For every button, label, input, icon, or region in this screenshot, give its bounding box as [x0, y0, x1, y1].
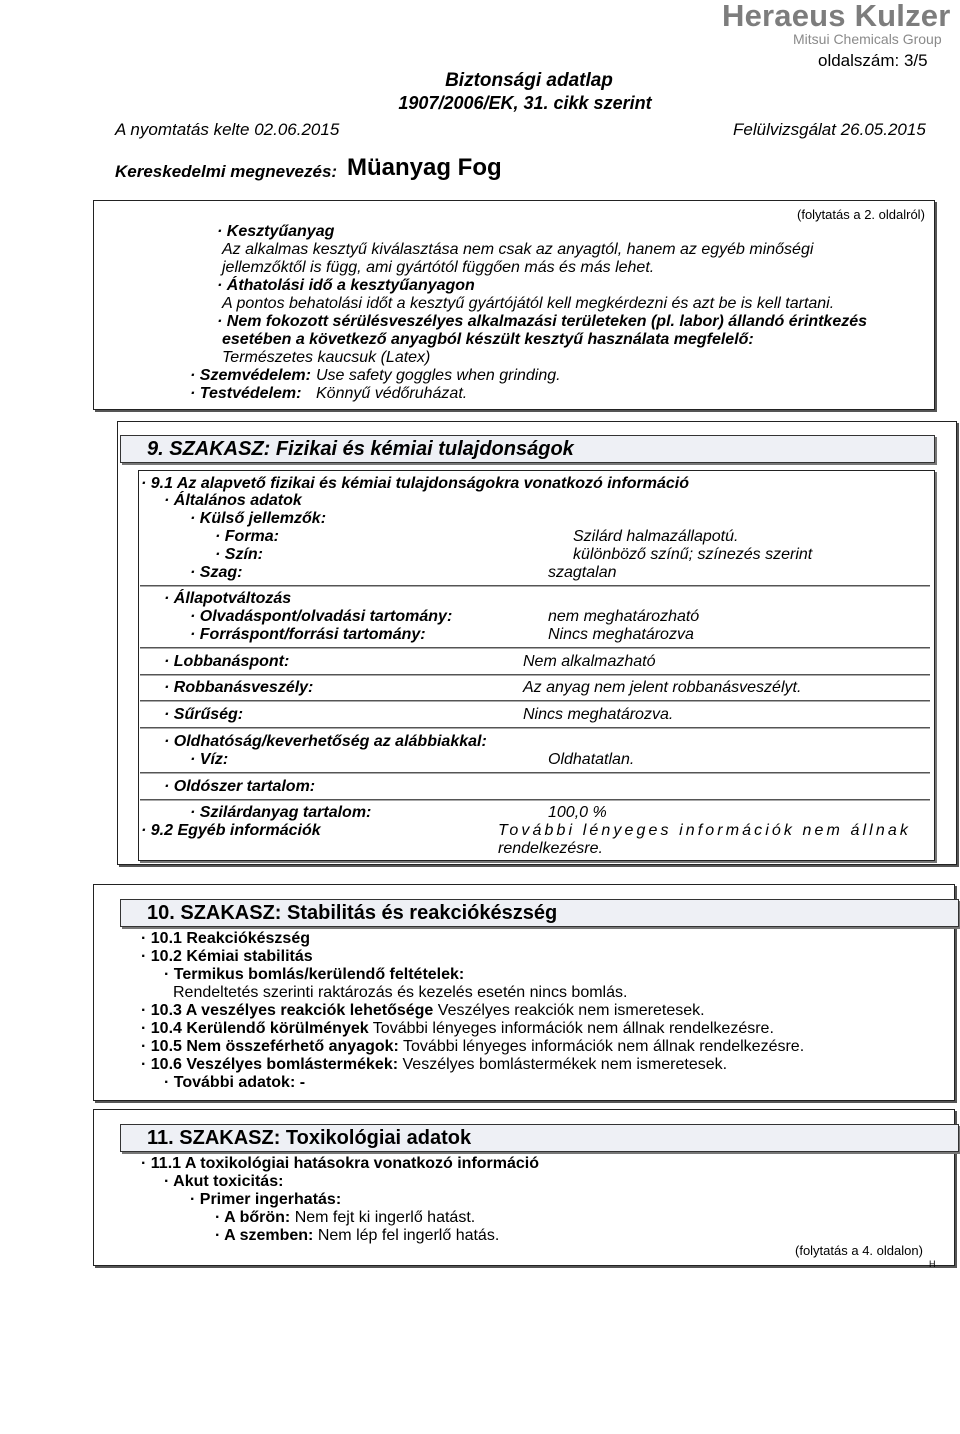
section-10-5-value: További lényeges információk nem állnak rendelkezésre.	[403, 1038, 805, 1055]
trade-name-label: Kereskedelmi megnevezés:	[115, 162, 338, 181]
boiling-point-label: · Forráspont/forrási tartomány:	[190, 626, 426, 643]
water-label: · Víz:	[190, 751, 229, 768]
section-11-title: 11. SZAKASZ: Toxikológiai adatok	[120, 1124, 959, 1152]
flash-point-value: Nem alkalmazható	[523, 653, 656, 670]
solubility-label: · Oldhatóság/keverhetőség az alábbiakkal:	[164, 733, 487, 750]
thermal-decomposition-label: · Termikus bomlás/kerülendő feltételek:	[164, 966, 465, 983]
footer-mark: H	[929, 1259, 936, 1269]
eye-label: · A szemben:	[215, 1227, 314, 1244]
form-label: · Forma:	[215, 528, 279, 545]
density-value: Nincs meghatározva.	[523, 706, 674, 723]
continued-to: (folytatás a 4. oldalon)	[795, 1243, 923, 1258]
document-regulation: 1907/2006/EK, 31. cikk szerint	[398, 93, 652, 113]
row-divider	[140, 674, 930, 675]
melting-point-value: nem meghatározható	[548, 608, 700, 625]
appearance-label: · Külső jellemzők:	[190, 510, 327, 527]
revision-date: Felülvizsgálat 26.05.2015	[733, 120, 926, 139]
penetration-time-text: A pontos behatolási időt a kesztyű gyártójától kell megkérdezni és azt be is kell tartani.	[222, 295, 835, 312]
solids-content-label: · Szilárdanyag tartalom:	[190, 804, 372, 821]
general-data-label: · Általános adatok	[164, 492, 302, 509]
row-divider	[140, 727, 930, 728]
section-10-6-value: Veszélyes bomlástermékek nem ismeretesek.	[402, 1056, 728, 1073]
section-9-1-heading: · 9.1 Az alapvető fizikai és kémiai tulajdonságokra vonatkozó információ	[141, 475, 690, 492]
section-10-3-label: · 10.3 A veszélyes reakciók lehetősége	[141, 1002, 434, 1019]
section-10-1-label: · 10.1 Reakciókészség	[141, 930, 310, 947]
low-risk-gloves-text: · Nem fokozott sérülésveszélyes alkalmazási területeken (pl. labor) állandó érintkezés	[217, 313, 868, 330]
odor-value: szagtalan	[548, 564, 617, 581]
flash-point-label: · Lobbanáspont:	[164, 653, 290, 670]
form-value: Szilárd halmazállapotú.	[573, 528, 739, 545]
additional-data-label: · További adatok: -	[164, 1074, 306, 1091]
color-value: különböző színű; színezés szerint	[573, 546, 813, 563]
page-number: oldalszám: 3/5	[818, 51, 928, 70]
row-divider	[140, 772, 930, 773]
section-10-6-label: · 10.6 Veszélyes bomlástermékek:	[141, 1056, 399, 1073]
skin-label: · A bőrön:	[215, 1209, 291, 1226]
glove-material-label: · Kesztyűanyag	[217, 223, 335, 240]
low-risk-gloves-value: Természetes kaucsuk (Latex)	[222, 349, 431, 366]
skin-value: Nem fejt ki ingerlő hatást.	[294, 1209, 476, 1226]
primary-irritation-label: · Primer ingerhatás:	[190, 1191, 342, 1208]
density-label: · Sűrűség:	[164, 706, 244, 723]
row-divider	[140, 647, 930, 648]
melting-point-label: · Olvadáspont/olvadási tartomány:	[190, 608, 453, 625]
row-divider	[140, 799, 930, 800]
eye-protection-value: Use safety goggles when grinding.	[316, 367, 561, 384]
thermal-decomposition-value: Rendeltetés szerinti raktározás és kezelés esetén nincs bomlás.	[173, 984, 628, 1001]
section-10-title: 10. SZAKASZ: Stabilitás és reakciókészség	[120, 899, 959, 927]
section-9-2-value: rendelkezésre.	[498, 840, 603, 857]
acute-toxicity-label: · Akut toxicitás:	[164, 1173, 284, 1190]
section-10-2-label: · 10.2 Kémiai stabilitás	[141, 948, 313, 965]
section-10-4-value: További lényeges információk nem állnak rendelkezésre.	[372, 1020, 774, 1037]
company-logo: Heraeus Kulzer	[722, 0, 951, 33]
row-divider	[140, 585, 930, 586]
color-label: · Szín:	[215, 546, 263, 563]
continued-from: (folytatás a 2. oldalról)	[797, 207, 925, 222]
boiling-point-value: Nincs meghatározva	[548, 626, 694, 643]
trade-name-value: Müanyag Fog	[347, 154, 502, 181]
glove-material-text: jellemzőktől is függ, ami gyártótól függően más és más lehet.	[222, 259, 655, 276]
eye-protection-label: · Szemvédelem:	[190, 367, 311, 384]
explosion-hazard-label: · Robbanásveszély:	[164, 679, 314, 696]
body-protection-value: Könnyű védőruházat.	[316, 385, 468, 402]
explosion-hazard-value: Az anyag nem jelent robbanásveszélyt.	[523, 679, 802, 696]
body-protection-label: · Testvédelem:	[190, 385, 302, 402]
state-change-label: · Állapotváltozás	[164, 590, 292, 607]
glove-material-text: Az alkalmas kesztyű kiválasztása nem csak az anyagtól, hanem az egyéb minőségi	[222, 241, 814, 258]
document-title: Biztonsági adatlap	[445, 70, 613, 91]
section-10-3-value: Veszélyes reakciók nem ismeretesek.	[437, 1002, 705, 1019]
company-logo-subtitle: Mitsui Chemicals Group	[793, 31, 942, 47]
section-9-2-value: További lényeges információk nem állnak	[498, 822, 911, 839]
eye-value: Nem lép fel ingerlő hatás.	[317, 1227, 500, 1244]
section-11-1-label: · 11.1 A toxikológiai hatásokra vonatkozó információ	[141, 1155, 540, 1172]
print-date: A nyomtatás kelte 02.06.2015	[115, 120, 340, 139]
section-9-2-label: · 9.2 Egyéb információk	[141, 822, 321, 839]
solids-content-value: 100,0 %	[548, 804, 607, 821]
row-divider	[140, 700, 930, 701]
section-9-title: 9. SZAKASZ: Fizikai és kémiai tulajdonságok	[120, 435, 935, 463]
penetration-time-label: · Áthatolási idő a kesztyűanyagon	[217, 277, 475, 294]
water-value: Oldhatatlan.	[548, 751, 635, 768]
solvent-content-label: · Oldószer tartalom:	[164, 778, 316, 795]
section-10-5-label: · 10.5 Nem összeférhető anyagok:	[141, 1038, 399, 1055]
odor-label: · Szag:	[190, 564, 243, 581]
section-10-4-label: · 10.4 Kerülendő körülmények	[141, 1020, 369, 1037]
low-risk-gloves-text: esetében a következő anyagból készült kesztyű használata megfelelő:	[222, 331, 754, 348]
